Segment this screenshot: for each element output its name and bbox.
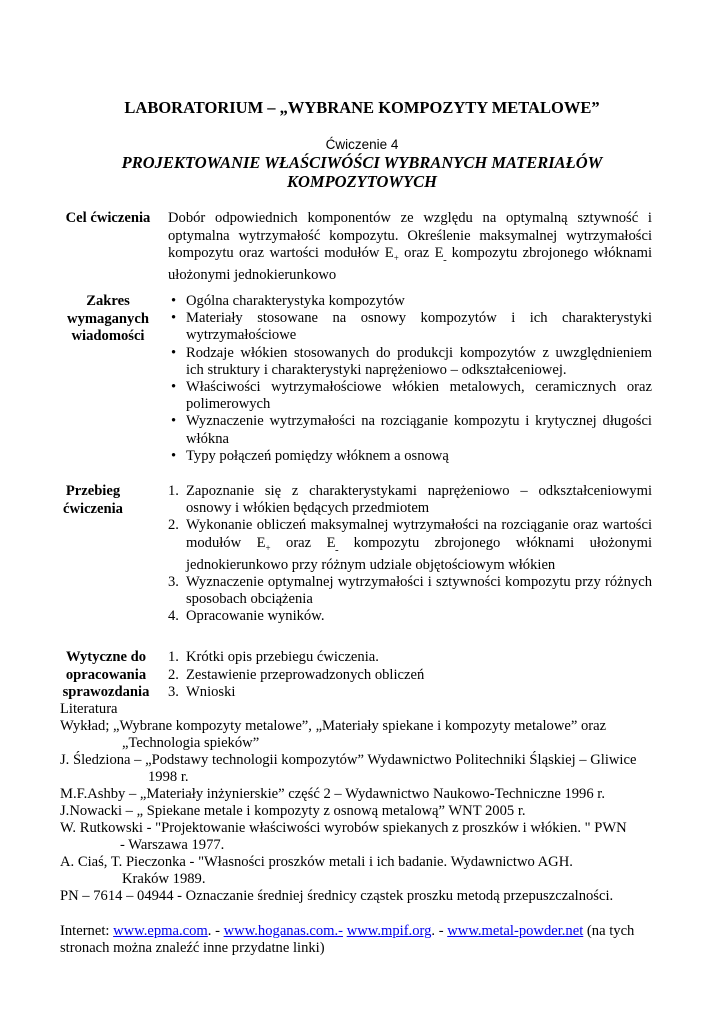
bullet-icon: • (171, 293, 177, 309)
bullet-icon: • (171, 344, 177, 361)
cel-text-a: Dobór odpowiednich komponentów ze względu na optymalną sztywność i optymalna wytrzymałość kompozytu. Określenie maksymalnej wytrzymałości kompozytu oraz wartości modułów E (168, 210, 652, 261)
project-title-line1: PROJEKTOWANIE WŁAŚCIWÓŚCI WYBRANYCH MATERIAŁÓW (121, 153, 603, 172)
list-item: • Ogólna charakterystyka kompozytów (171, 293, 405, 309)
list-item: • Typy połączeń pomiędzy włóknem a osnową (171, 447, 449, 464)
literatura-item-6b: Kraków 1989. (122, 871, 206, 887)
list-item: 2. Zestawienie przeprowadzonych obliczeń (168, 666, 425, 683)
zakres-label (58, 293, 158, 346)
project-title-line2: KOMPOZYTOWYCH (286, 172, 438, 191)
wytyczne-list (168, 649, 652, 702)
exercise-number: Ćwiczenie 4 (325, 137, 399, 152)
literatura-heading: Literatura (60, 701, 118, 717)
bullet-icon: • (171, 379, 177, 396)
literatura-item-3: M.F.Ashby – „Materiały inżynierskie” część 2 – Wydawnictwo Naukowo-Techniczne 1996 r. (60, 786, 605, 802)
bullet-icon: • (171, 447, 177, 464)
cel-sub-minus: ـ (443, 252, 447, 263)
cel-text-c: kompozytu zbrojonego włóknami ułożonymi jednokierunkowo (168, 245, 652, 284)
literatura-item-5b: - Warszawa 1977. (120, 837, 225, 853)
list-item: 3. Wnioski (168, 684, 236, 700)
list-item: 1. Krótki opis przebiegu ćwiczenia. (168, 649, 379, 665)
literatura-item-6a: A. Ciaś, T. Pieczonka - "Własności proszków metali i ich badanie. Wydawnictwo AGH. (60, 854, 573, 870)
link-mpif[interactable]: www.mpif.org (346, 923, 432, 939)
zakres-label-3: wiadomości (71, 328, 145, 344)
link-hoganas[interactable]: www.hoganas.com.- (223, 923, 344, 939)
bullet-icon: • (171, 310, 177, 327)
internet-line: Internet: www.epma.com. - www.hoganas.com.- www.mpif.org. - www.metal-powder.net (na tych (60, 923, 635, 939)
cel-text (168, 210, 652, 285)
literatura-item-7: PN – 7614 – 04944 - Oznaczanie średniej średnicy cząstek proszku metodą przepuszczalności. (60, 888, 614, 904)
literatura-item-5a: W. Rutkowski - "Projektowanie właściwości wyrobów spiekanych z proszków i włókien. " PWN (60, 820, 627, 836)
przebieg-label (58, 483, 128, 518)
list-item: • Wyznaczenie wytrzymałości na rozciąganie kompozytu i krytycznej długości włókna (171, 413, 652, 447)
literatura-item-1a: Wykład; „Wybrane kompozyty metalowe”, „Materiały spiekane i kompozyty metalowe” oraz (60, 718, 607, 734)
wytyczne-label-2: opracowania (65, 666, 147, 683)
list-item: 2. Wykonanie obliczeń maksymalnej wytrzymałości na rozciąganie oraz wartości modułów $E_+$ oraz $E_ـ$ kompozytu zbrojonego włóknami ułożonymi jednokierunkowo przy różnym udziale objętościowym włókien (168, 517, 653, 573)
list-item: • Materiały stosowane na osnowy kompozytów i ich charakterystyki wytrzymałościowe (171, 310, 652, 344)
przebieg-label-2: ćwiczenia (63, 500, 123, 517)
zakres-list (168, 293, 652, 465)
przebieg-label-1: Przebieg (65, 483, 121, 499)
wytyczne-label-1: Wytyczne do (65, 649, 147, 665)
literatura-item-2b: 1998 r. (148, 769, 189, 785)
internet-prefix: Internet: (60, 923, 114, 939)
zakres-label-1: Zakres (86, 293, 130, 309)
list-item: 4. Opracowanie wyników. (168, 608, 325, 625)
link-epma[interactable]: www.epma.com (113, 923, 208, 939)
literatura-item-2a: J. Śledziona – „Podstawy technologii kompozytów” Wydawnictwo Politechniki Śląskiej – Gliwice (60, 752, 637, 768)
internet-line-2: stronach można znaleźć inne przydatne linki) (60, 940, 325, 956)
list-item: • Właściwości wytrzymałościowe włókien metalowych, ceramicznych oraz polimerowych (171, 379, 652, 413)
link-metal-powder[interactable]: www.metal-powder.net (447, 923, 584, 939)
cel-sub-plus: + (393, 252, 399, 263)
cel-label: Cel ćwiczenia (65, 210, 151, 226)
przebieg-list (168, 483, 652, 626)
cel-text-b: oraz E (398, 245, 444, 261)
zakres-label-2: wymaganych (67, 310, 149, 327)
wytyczne-label (58, 649, 154, 702)
list-item: 3. Wyznaczenie optymalnej wytrzymałości i sztywności kompozytu przy różnych sposobach obciążenia (168, 573, 652, 608)
lab-title: LABORATORIUM – „WYBRANE KOMPOZYTY METALOWE” (124, 98, 600, 117)
literatura-item-1b: „Technologia spieków” (122, 735, 260, 751)
wytyczne-label-3: sprawozdania (62, 684, 150, 700)
list-item: • Rodzaje włókien stosowanych do produkcji kompozytów z uwzględnieniem ich struktury i charakterystyki naprężeniowo – odkształceniowej. (171, 344, 652, 378)
list-item: 1. Zapoznanie się z charakterystykami naprężeniowo – odkształceniowymi osnowy i włókien będących przedmiotem (168, 483, 652, 517)
bullet-icon: • (171, 413, 177, 430)
literatura-item-4: J.Nowacki – „ Spiekane metale i kompozyty z osnową metalową” WNT 2005 r. (60, 803, 526, 819)
